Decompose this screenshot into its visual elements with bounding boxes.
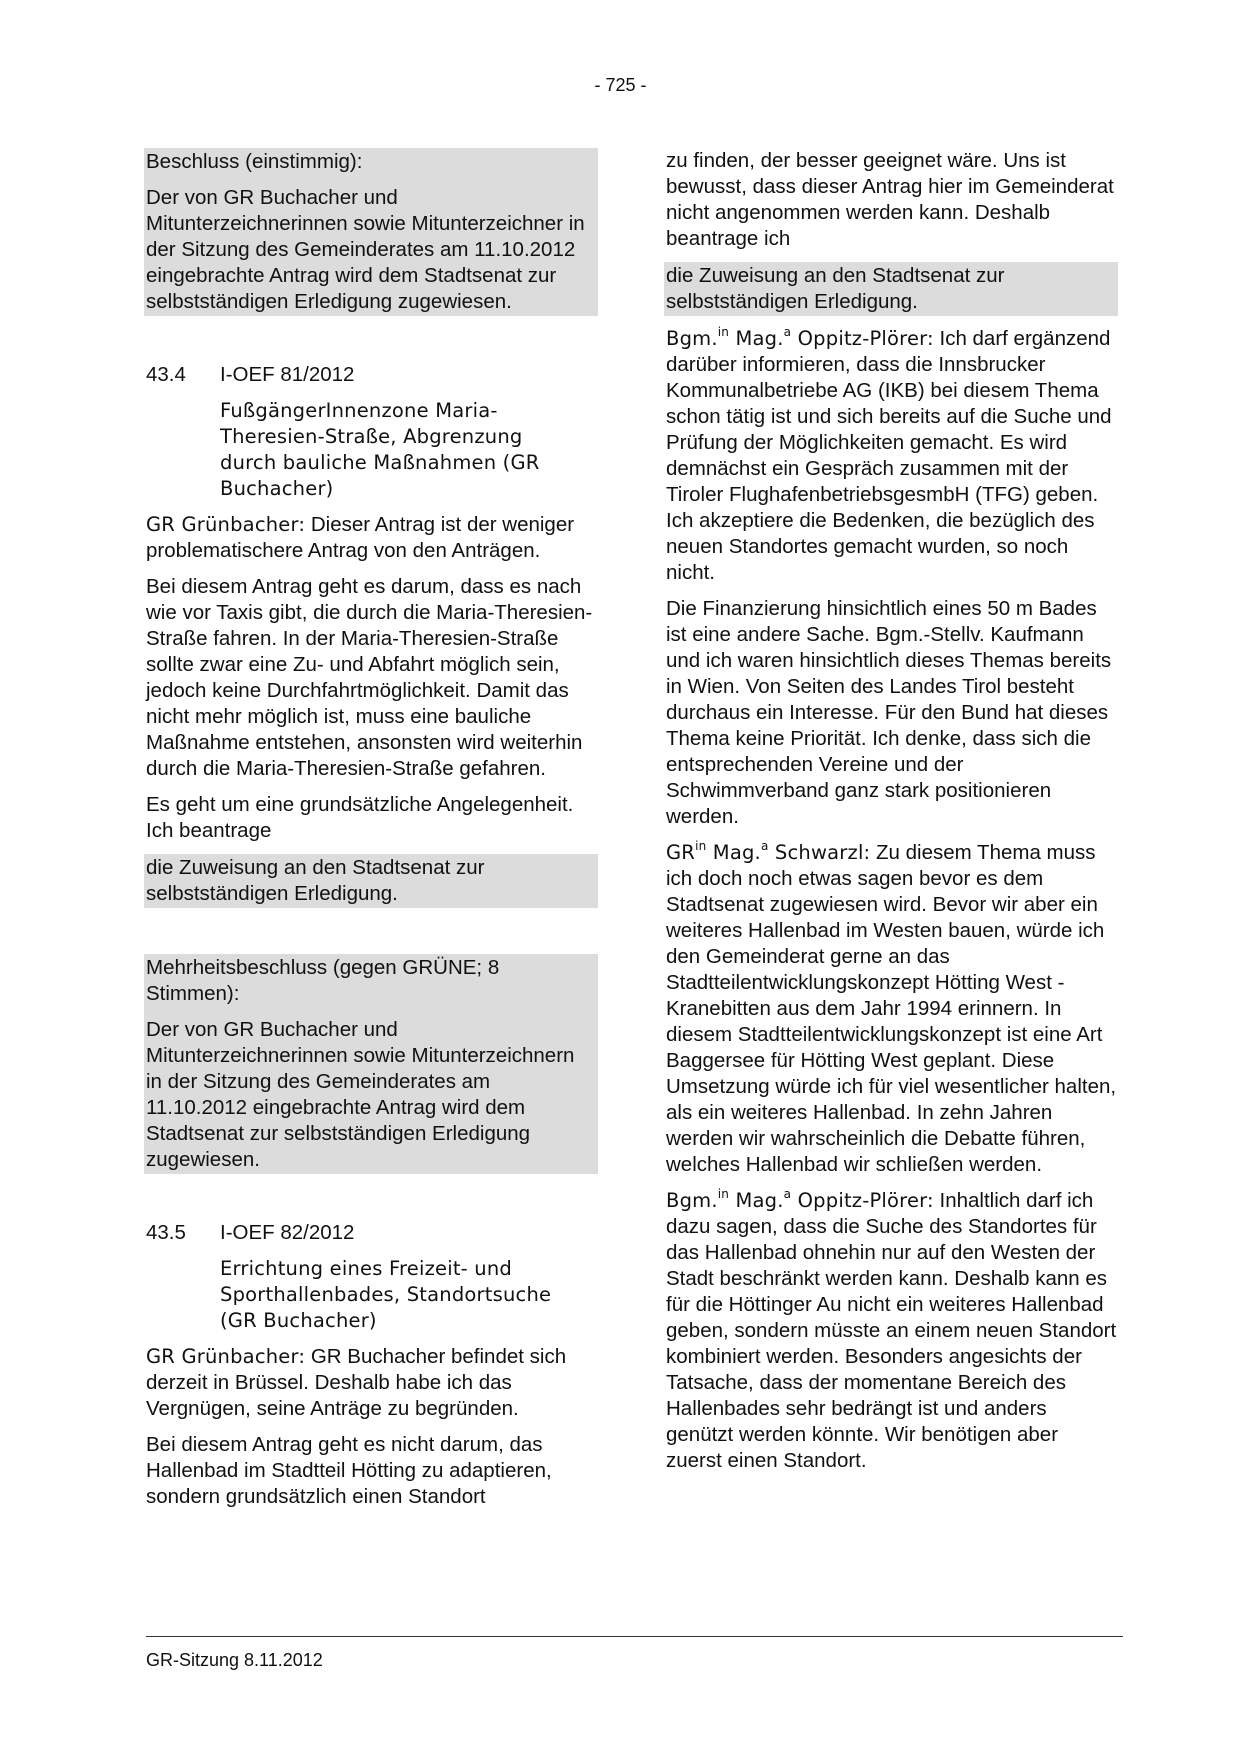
paragraph: Bei diesem Antrag geht es nicht darum, das Hallenbad im Stadtteil Hötting zu adaptieren, sondern grundsätzlich einen Standort — [146, 1433, 552, 1508]
agenda-item-43-5 — [146, 1220, 598, 1246]
paragraph: GR Grünbacher: GR Buchacher befindet sich derzeit in Brüssel. Deshalb habe ich das Vergnügen, seine Anträge zu begründen. — [146, 1345, 567, 1420]
paragraph: Die Finanzierung hinsichtlich eines 50 m Bades ist eine andere Sache. Bgm.-Stellv. Kaufmann und ich waren hinsichtlich dieses Themas bereits in Wien. Von Seiten des Landes Tirol besteht durchaus ein Interesse. Für den Bund hat dieses Thema keine Priorität. Ich denke, dass sich die entsprechenden Vereine und der Schwimmverband ganz stark positionieren werden. — [666, 597, 1112, 828]
resolution-text: Der von GR Buchacher und Mitunterzeichnerinnen sowie Mitunterzeichner in der Sitzung des Gemeinderates am 11.10.2012 eingebrachte Antrag wird dem Stadtsenat zur selbstständigen Erledigung zugewiesen. — [146, 186, 585, 313]
paragraph: $GR^{in}$ Mag.$^a$ Schwarzl: Zu diesem Thema muss ich doch noch etwas sagen bevor es dem Stadtsenat zugewiesen wird. Bevor wir aber ein weiteres Hallenbad im Westen bauen, würde ich den Gemeinderat gerne an das Stadtteilentwicklungskonzept Hötting West - Kranebitten aus dem Jahr 1994 erinnern. In diesem Stadtteilentwicklungskonzept ist eine Art Baggersee für Hötting West geplant. Diese Umsetzung würde ich für viel wesentlicher halten, als ein weiteres Hallenbad. In zehn Jahren werden wir wahrscheinlich die Debatte führen, welches Hallenbad wir schließen werden. — [666, 839, 1117, 1176]
paragraph: Bgm.$^{in}$ Mag.$^a$ Oppitz-Plörer: Ich darf ergänzend darüber informieren, dass die Innsbrucker Kommunalbetriebe AG (IKB) bei diesem Thema schon tätig ist und sich bereits auf die Suche und Prüfung der Möglichkeiten gemacht. Es wird demnächst ein Gespräch zusammen mit der Tiroler FlughafenbetriebsgesmbH (TFG) geben. Ich akzeptiere die Bedenken, die bezüglich des neuen Standortes gemacht wurden, so noch nicht. — [666, 325, 1112, 584]
speaker-name: GR Grünbacher: — [146, 513, 306, 536]
motion-box: die Zuweisung an den Stadtsenat zur selbstständigen Erledigung. — [664, 262, 1118, 316]
resolution-heading: Mehrheitsbeschluss (gegen GRÜNE; 8 Stimmen): — [146, 956, 500, 1005]
resolution-heading: Beschluss (einstimmig): — [146, 150, 363, 173]
paragraph: Es geht um eine grundsätzliche Angelegenheit. Ich beantrage — [146, 793, 574, 842]
paragraph: Bgm.$^{in}$ Mag.$^a$ Oppitz-Plörer: Inhaltlich darf ich dazu sagen, dass die Suche des Standortes für das Hallenbad ohnehin nur auf den Westen der Stadt beschränkt werden kann. Deshalb kann es für die Höttinger Au nicht ein weiteres Hallenbad geben, sondern müsste an einem neuen Standort kombiniert werden. Besonders angesichts der Tatsache, dass der momentane Bereich des Hallenbades sehr bedrängt ist und anders genützt werden könnte. Wir benötigen aber zuerst einen Standort. — [666, 1187, 1117, 1472]
agenda-number: 43.4 — [146, 363, 186, 386]
speaker-name: Bgm.$^{in}$ Mag.$^a$ Oppitz-Plörer: — [666, 325, 934, 350]
resolution-box-2 — [144, 954, 598, 1174]
speaker-name: Bgm.$^{in}$ Mag.$^a$ Oppitz-Plörer: — [666, 1187, 934, 1212]
footer-divider — [146, 1636, 1123, 1637]
paragraph: zu finden, der besser geeignet wäre. Uns ist bewusst, dass dieser Antrag hier im Gemeinderat nicht angenommen werden kann. Deshalb beantrage ich — [666, 149, 1114, 250]
page-number: - 725 - — [594, 75, 647, 95]
speaker-name: $GR^{in}$ Mag.$^a$ Schwarzl: — [666, 839, 871, 864]
paragraph: Bei diesem Antrag geht es darum, dass es nach wie vor Taxis gibt, die durch die Maria-Theresien-Straße fahren. In der Maria-Theresien-Straße sollte zwar eine Zu- und Abfahrt möglich sein, jedoch keine Durchfahrtmöglichkeit. Damit das nicht mehr möglich ist, muss eine bauliche Maßnahme entstehen, ansonsten wird weiterhin durch die Maria-Theresien-Straße gefahren. — [146, 575, 593, 780]
resolution-text: Der von GR Buchacher und Mitunterzeichnerinnen sowie Mitunterzeichnern in der Sitzung des Gemeinderates am 11.10.2012 eingebrachte Antrag wird dem Stadtsenat zur selbstständigen Erledigung zugewiesen. — [146, 1018, 575, 1171]
left-column — [146, 148, 598, 1520]
agenda-title: Errichtung eines Freizeit- und Sporthallenbades, Standortsuche (GR Buchacher) — [220, 1257, 552, 1332]
agenda-reference: I-OEF 81/2012 — [220, 363, 355, 386]
agenda-item-43-4 — [146, 362, 598, 388]
footer-session-date: GR-Sitzung 8.11.2012 — [146, 1650, 323, 1670]
agenda-title: FußgängerInnenzone Maria-Theresien-Straße, Abgrenzung durch bauliche Maßnahmen (GR Buchacher) — [220, 399, 540, 500]
agenda-reference: I-OEF 82/2012 — [220, 1221, 355, 1244]
speaker-name: GR Grünbacher: — [146, 1345, 306, 1368]
agenda-number: 43.5 — [146, 1221, 186, 1244]
right-column — [666, 148, 1118, 1484]
motion-box: die Zuweisung an den Stadtsenat zur selbstständigen Erledigung. — [144, 854, 598, 908]
resolution-box-1 — [144, 148, 598, 316]
paragraph: GR Grünbacher: Dieser Antrag ist der weniger problematischere Antrag von den Anträgen. — [146, 513, 575, 562]
